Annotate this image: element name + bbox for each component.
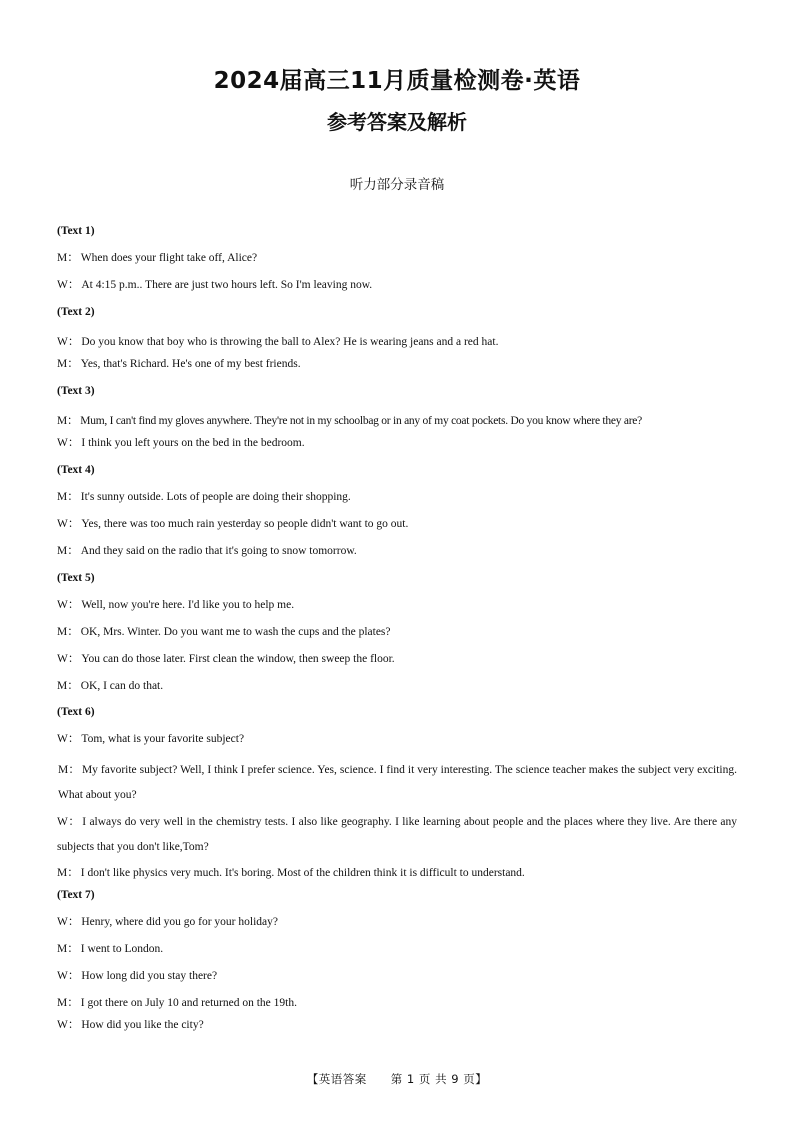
utterance: Well, now you're here. I'd like you to help me. bbox=[81, 599, 295, 611]
document-subtitle: 参考答案及解析 bbox=[327, 110, 467, 134]
utterance: OK, Mrs. Winter. Do you want me to wash the cups and the plates? bbox=[80, 626, 391, 638]
text-label: (Text 1) bbox=[57, 225, 95, 237]
text-block-2 bbox=[57, 301, 737, 380]
speaker: M： bbox=[57, 358, 79, 370]
text-label: (Text 7) bbox=[57, 889, 95, 901]
speaker: W： bbox=[57, 599, 80, 611]
speaker: M： bbox=[57, 252, 79, 264]
section-heading: 听力部分录音稿 bbox=[349, 177, 445, 193]
text-label: (Text 4) bbox=[57, 464, 95, 476]
utterance: When does your flight take off, Alice? bbox=[80, 252, 258, 264]
dialogue-line bbox=[57, 965, 737, 992]
speaker: W： bbox=[57, 916, 80, 928]
utterance: Henry, where did you go for your holiday? bbox=[81, 916, 278, 928]
speaker: M： bbox=[57, 997, 79, 1009]
utterance: How long did you stay there? bbox=[81, 970, 218, 982]
utterance: Mum, I can't find my gloves anywhere. They're not in my schoolbag or in any of my coat pockets. Do you know where they are? bbox=[80, 415, 642, 427]
utterance: I don't like physics very much. It's boring. Most of the children think it is difficult to understand. bbox=[80, 867, 525, 879]
text-block-1 bbox=[57, 220, 737, 301]
dialogue-line bbox=[57, 274, 737, 301]
dialogue-line bbox=[57, 621, 737, 648]
dialogue-line bbox=[57, 594, 737, 621]
dialogue-line bbox=[57, 648, 737, 675]
speaker: W： bbox=[57, 653, 80, 665]
speaker: W： bbox=[57, 970, 80, 982]
speaker: M： bbox=[57, 867, 79, 879]
dialogue-line bbox=[57, 513, 737, 540]
dialogue-line bbox=[57, 810, 737, 860]
speaker: M： bbox=[58, 764, 80, 776]
dialogue-line bbox=[57, 992, 737, 1014]
utterance: You can do those later. First clean the window, then sweep the floor. bbox=[81, 653, 395, 665]
dialogue-line bbox=[57, 353, 737, 380]
utterance: OK, I can do that. bbox=[80, 680, 164, 692]
utterance: Yes, that's Richard. He's one of my best friends. bbox=[80, 358, 301, 370]
speaker: M： bbox=[57, 626, 79, 638]
text-block-7 bbox=[57, 884, 737, 1041]
speaker: W： bbox=[57, 1019, 80, 1031]
utterance: I went to London. bbox=[80, 943, 164, 955]
utterance: I got there on July 10 and returned on the 19th. bbox=[80, 997, 297, 1009]
speaker: M： bbox=[57, 680, 79, 692]
utterance: It's sunny outside. Lots of people are doing their shopping. bbox=[80, 491, 351, 503]
utterance: I always do very well in the chemistry tests. I also like geography. I like learning about people and the places where they live. Are there any subjects that you don't like,Tom? bbox=[57, 816, 737, 853]
dialogue-line bbox=[57, 331, 737, 353]
dialogue-line bbox=[57, 862, 737, 884]
dialogue-line bbox=[57, 728, 737, 758]
dialogue-line bbox=[57, 938, 737, 965]
utterance: At 4:15 p.m.. There are just two hours left. So I'm leaving now. bbox=[81, 279, 373, 291]
text-block-6 bbox=[57, 701, 737, 884]
listening-transcript bbox=[57, 220, 737, 1041]
speaker: M： bbox=[57, 943, 79, 955]
utterance: My favorite subject? Well, I think I prefer science. Yes, science. I find it very interesting. The science teacher makes the subject very exciting. What about you? bbox=[58, 764, 737, 801]
utterance: How did you like the city? bbox=[81, 1019, 204, 1031]
speaker: W： bbox=[57, 279, 80, 291]
dialogue-line bbox=[57, 486, 737, 513]
dialogue-line bbox=[57, 540, 737, 567]
dialogue-line bbox=[57, 410, 737, 432]
speaker: W： bbox=[57, 733, 80, 745]
dialogue-line bbox=[57, 1014, 737, 1041]
text-label: (Text 5) bbox=[57, 572, 95, 584]
text-label: (Text 3) bbox=[57, 385, 95, 397]
speaker: W： bbox=[57, 437, 80, 449]
text-block-4 bbox=[57, 459, 737, 567]
page-footer: 【英语答案 第 1 页 共 9 页】 bbox=[306, 1072, 488, 1086]
text-label: (Text 6) bbox=[57, 706, 95, 718]
utterance: Yes, there was too much rain yesterday so people didn't want to go out. bbox=[81, 518, 409, 530]
dialogue-line bbox=[57, 247, 737, 274]
utterance: And they said on the radio that it's going to snow tomorrow. bbox=[80, 545, 357, 557]
document-title: 2024届高三11月质量检测卷·英语 bbox=[213, 68, 581, 94]
dialogue-line bbox=[57, 432, 737, 459]
dialogue-line bbox=[57, 675, 737, 701]
speaker: W： bbox=[57, 336, 80, 348]
dialogue-line bbox=[57, 911, 737, 938]
speaker: M： bbox=[57, 415, 79, 427]
utterance: I think you left yours on the bed in the bedroom. bbox=[81, 437, 305, 449]
speaker: M： bbox=[57, 545, 79, 557]
utterance: Do you know that boy who is throwing the ball to Alex? He is wearing jeans and a red hat. bbox=[81, 336, 499, 348]
utterance: Tom, what is your favorite subject? bbox=[81, 733, 245, 745]
speaker: W： bbox=[57, 816, 81, 828]
speaker: W： bbox=[57, 518, 80, 530]
speaker: M： bbox=[57, 491, 79, 503]
text-block-3 bbox=[57, 380, 737, 459]
text-block-5 bbox=[57, 567, 737, 701]
text-label: (Text 2) bbox=[57, 306, 95, 318]
dialogue-line bbox=[58, 758, 737, 808]
